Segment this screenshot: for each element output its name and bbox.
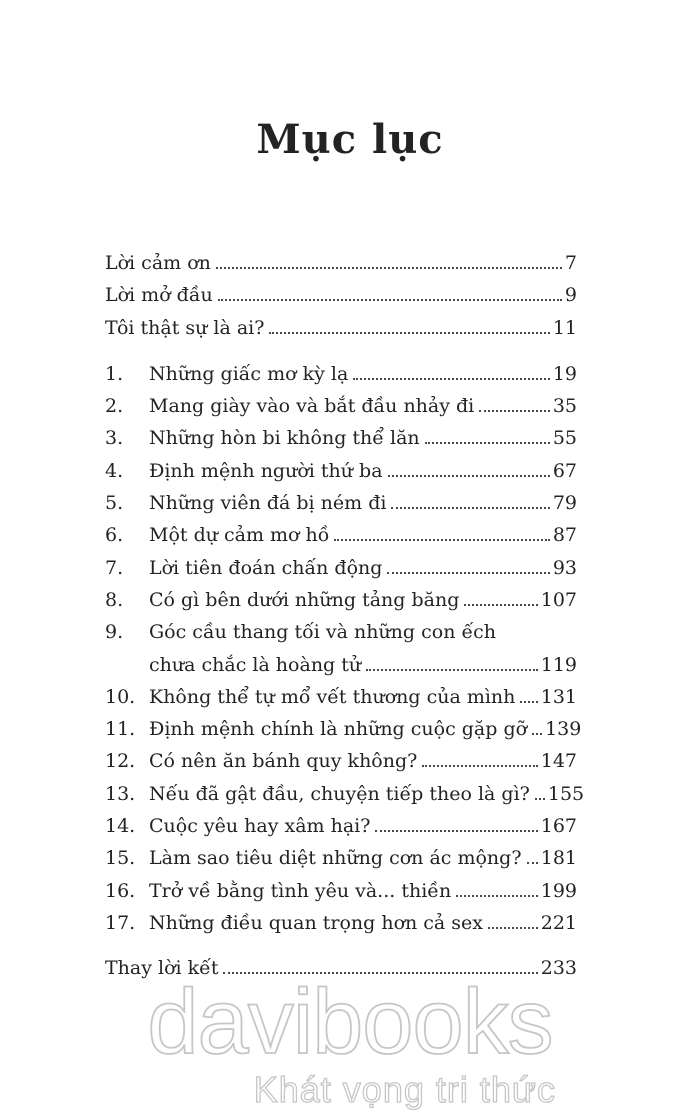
dot-leader — [223, 972, 537, 974]
chapter-number: 9. — [105, 621, 124, 644]
entry-label: Mang giày vào và bắt đầu nhảy đi — [149, 395, 475, 418]
dot-leader — [464, 604, 537, 606]
dot-leader — [387, 572, 549, 574]
entry-page: 79 — [552, 492, 577, 515]
dot-leader — [456, 895, 538, 897]
dot-leader — [375, 830, 537, 832]
entry-label: Cuộc yêu hay xâm hại? — [149, 815, 371, 838]
chapter-number: 1. — [105, 362, 124, 385]
dot-leader — [353, 378, 550, 380]
chapter-number: 6. — [105, 524, 124, 547]
entry-page: 147 — [540, 750, 577, 773]
entry-page: 119 — [540, 653, 577, 676]
entry-page: 87 — [552, 524, 577, 547]
toc-entry — [105, 778, 585, 810]
entry-page: 19 — [552, 362, 577, 385]
chapter-number: 16. — [105, 879, 136, 902]
table-of-contents — [105, 247, 585, 985]
toc-entry — [105, 455, 577, 487]
dot-leader — [366, 669, 538, 671]
toc-entry — [105, 681, 577, 713]
entry-page: 199 — [540, 879, 577, 902]
chapter-number: 13. — [105, 782, 136, 805]
page-title: Mục lục — [256, 116, 444, 163]
entry-page: 167 — [540, 815, 577, 838]
dot-leader — [391, 507, 549, 509]
entry-label: Nếu đã gật đầu, chuyện tiếp theo là gì? — [149, 782, 530, 805]
entry-page: 55 — [552, 427, 577, 450]
toc-entry — [105, 487, 577, 519]
entry-page: 9 — [564, 284, 577, 307]
dot-leader — [269, 332, 549, 334]
dot-leader — [535, 798, 545, 800]
entry-label: Có gì bên dưới những tảng băng — [149, 588, 460, 611]
entry-label: Không thể tự mổ vết thương của mình — [149, 685, 516, 708]
chapter-number: 8. — [105, 588, 124, 611]
toc-entry — [105, 810, 577, 842]
entry-page: 11 — [552, 316, 577, 339]
closing-section — [105, 952, 577, 984]
entry-label: Những viên đá bị ném đi — [149, 492, 387, 515]
watermark — [0, 971, 700, 1111]
chapter-number: 4. — [105, 459, 124, 482]
entry-page: 139 — [545, 718, 582, 741]
chapter-number: 11. — [105, 718, 136, 741]
entry-label: Lời tiên đoán chấn động — [149, 556, 383, 579]
chapter-number: 17. — [105, 911, 136, 934]
chapter-number: 2. — [105, 395, 124, 418]
toc-entry — [105, 842, 577, 874]
toc-entry — [105, 519, 577, 551]
toc-entry — [105, 390, 577, 422]
toc-entry — [105, 952, 577, 984]
toc-entry — [105, 616, 577, 648]
chapter-number: 12. — [105, 750, 136, 773]
dot-leader — [520, 701, 537, 703]
entry-label: Những điều quan trọng hơn cả sex — [149, 911, 484, 934]
entry-page: 35 — [552, 395, 577, 418]
chapter-number: 15. — [105, 847, 136, 870]
entry-page: 7 — [564, 252, 577, 274]
dot-leader — [216, 267, 562, 269]
entry-label: Một dự cảm mơ hồ — [149, 524, 330, 547]
chapter-number: 7. — [105, 556, 124, 579]
dot-leader — [218, 299, 562, 301]
toc-entry — [105, 584, 577, 616]
entry-label: Những giấc mơ kỳ lạ — [149, 362, 349, 385]
chapter-number: 3. — [105, 427, 124, 450]
entry-label: Thay lời kết — [105, 957, 219, 980]
toc-entry — [105, 422, 577, 454]
toc-entry-continuation — [105, 649, 577, 681]
entry-label: Định mệnh chính là những cuộc gặp gỡ — [149, 718, 528, 741]
toc-entry — [105, 312, 577, 344]
entry-label: Trở về bằng tình yêu và... thiền — [149, 879, 452, 902]
toc-entry — [105, 875, 577, 907]
watermark-slogan: Khát vọng tri thức — [253, 1069, 556, 1110]
dot-leader — [334, 539, 549, 541]
entry-label: Những hòn bi không thể lăn — [149, 427, 420, 450]
toc-entry — [105, 907, 577, 939]
watermark-logo: davibooks — [147, 971, 553, 1074]
entry-page: 93 — [552, 556, 577, 579]
entry-page: 67 — [552, 459, 577, 482]
dot-leader — [532, 733, 542, 735]
entry-page: 221 — [540, 911, 577, 934]
toc-entry — [105, 279, 577, 311]
entry-page: 131 — [540, 685, 577, 708]
entry-label: Định mệnh người thứ ba — [149, 459, 383, 482]
entry-page: 155 — [547, 782, 585, 805]
dot-leader — [479, 410, 550, 412]
entry-label: Làm sao tiêu diệt những cơn ác mộng? — [149, 847, 522, 870]
front-matter-section — [105, 247, 577, 344]
entry-label: Góc cầu thang tối và những con ếch — [149, 621, 497, 644]
toc-entry — [105, 745, 577, 777]
dot-leader — [388, 475, 550, 477]
dot-leader — [425, 442, 550, 444]
chapters-section — [105, 358, 585, 939]
chapter-number: 10. — [105, 685, 136, 708]
entry-label: Lời mở đầu — [105, 284, 213, 307]
dot-leader — [422, 765, 537, 767]
entry-label: Lời cảm ơn — [105, 252, 211, 274]
chapter-number: 5. — [105, 492, 124, 515]
chapter-number: 14. — [105, 815, 136, 838]
entry-page: 181 — [540, 847, 577, 870]
dot-leader — [527, 862, 538, 864]
toc-entry — [105, 713, 582, 745]
entry-label: chưa chắc là hoàng tử — [149, 653, 362, 676]
entry-page: 107 — [540, 588, 577, 611]
toc-entry — [105, 552, 577, 584]
dot-leader — [488, 927, 538, 929]
entry-page: 233 — [540, 957, 577, 980]
entry-label: Tôi thật sự là ai? — [105, 316, 265, 339]
toc-entry — [105, 247, 577, 279]
toc-entry — [105, 358, 577, 390]
entry-label: Có nên ăn bánh quy không? — [149, 750, 418, 773]
